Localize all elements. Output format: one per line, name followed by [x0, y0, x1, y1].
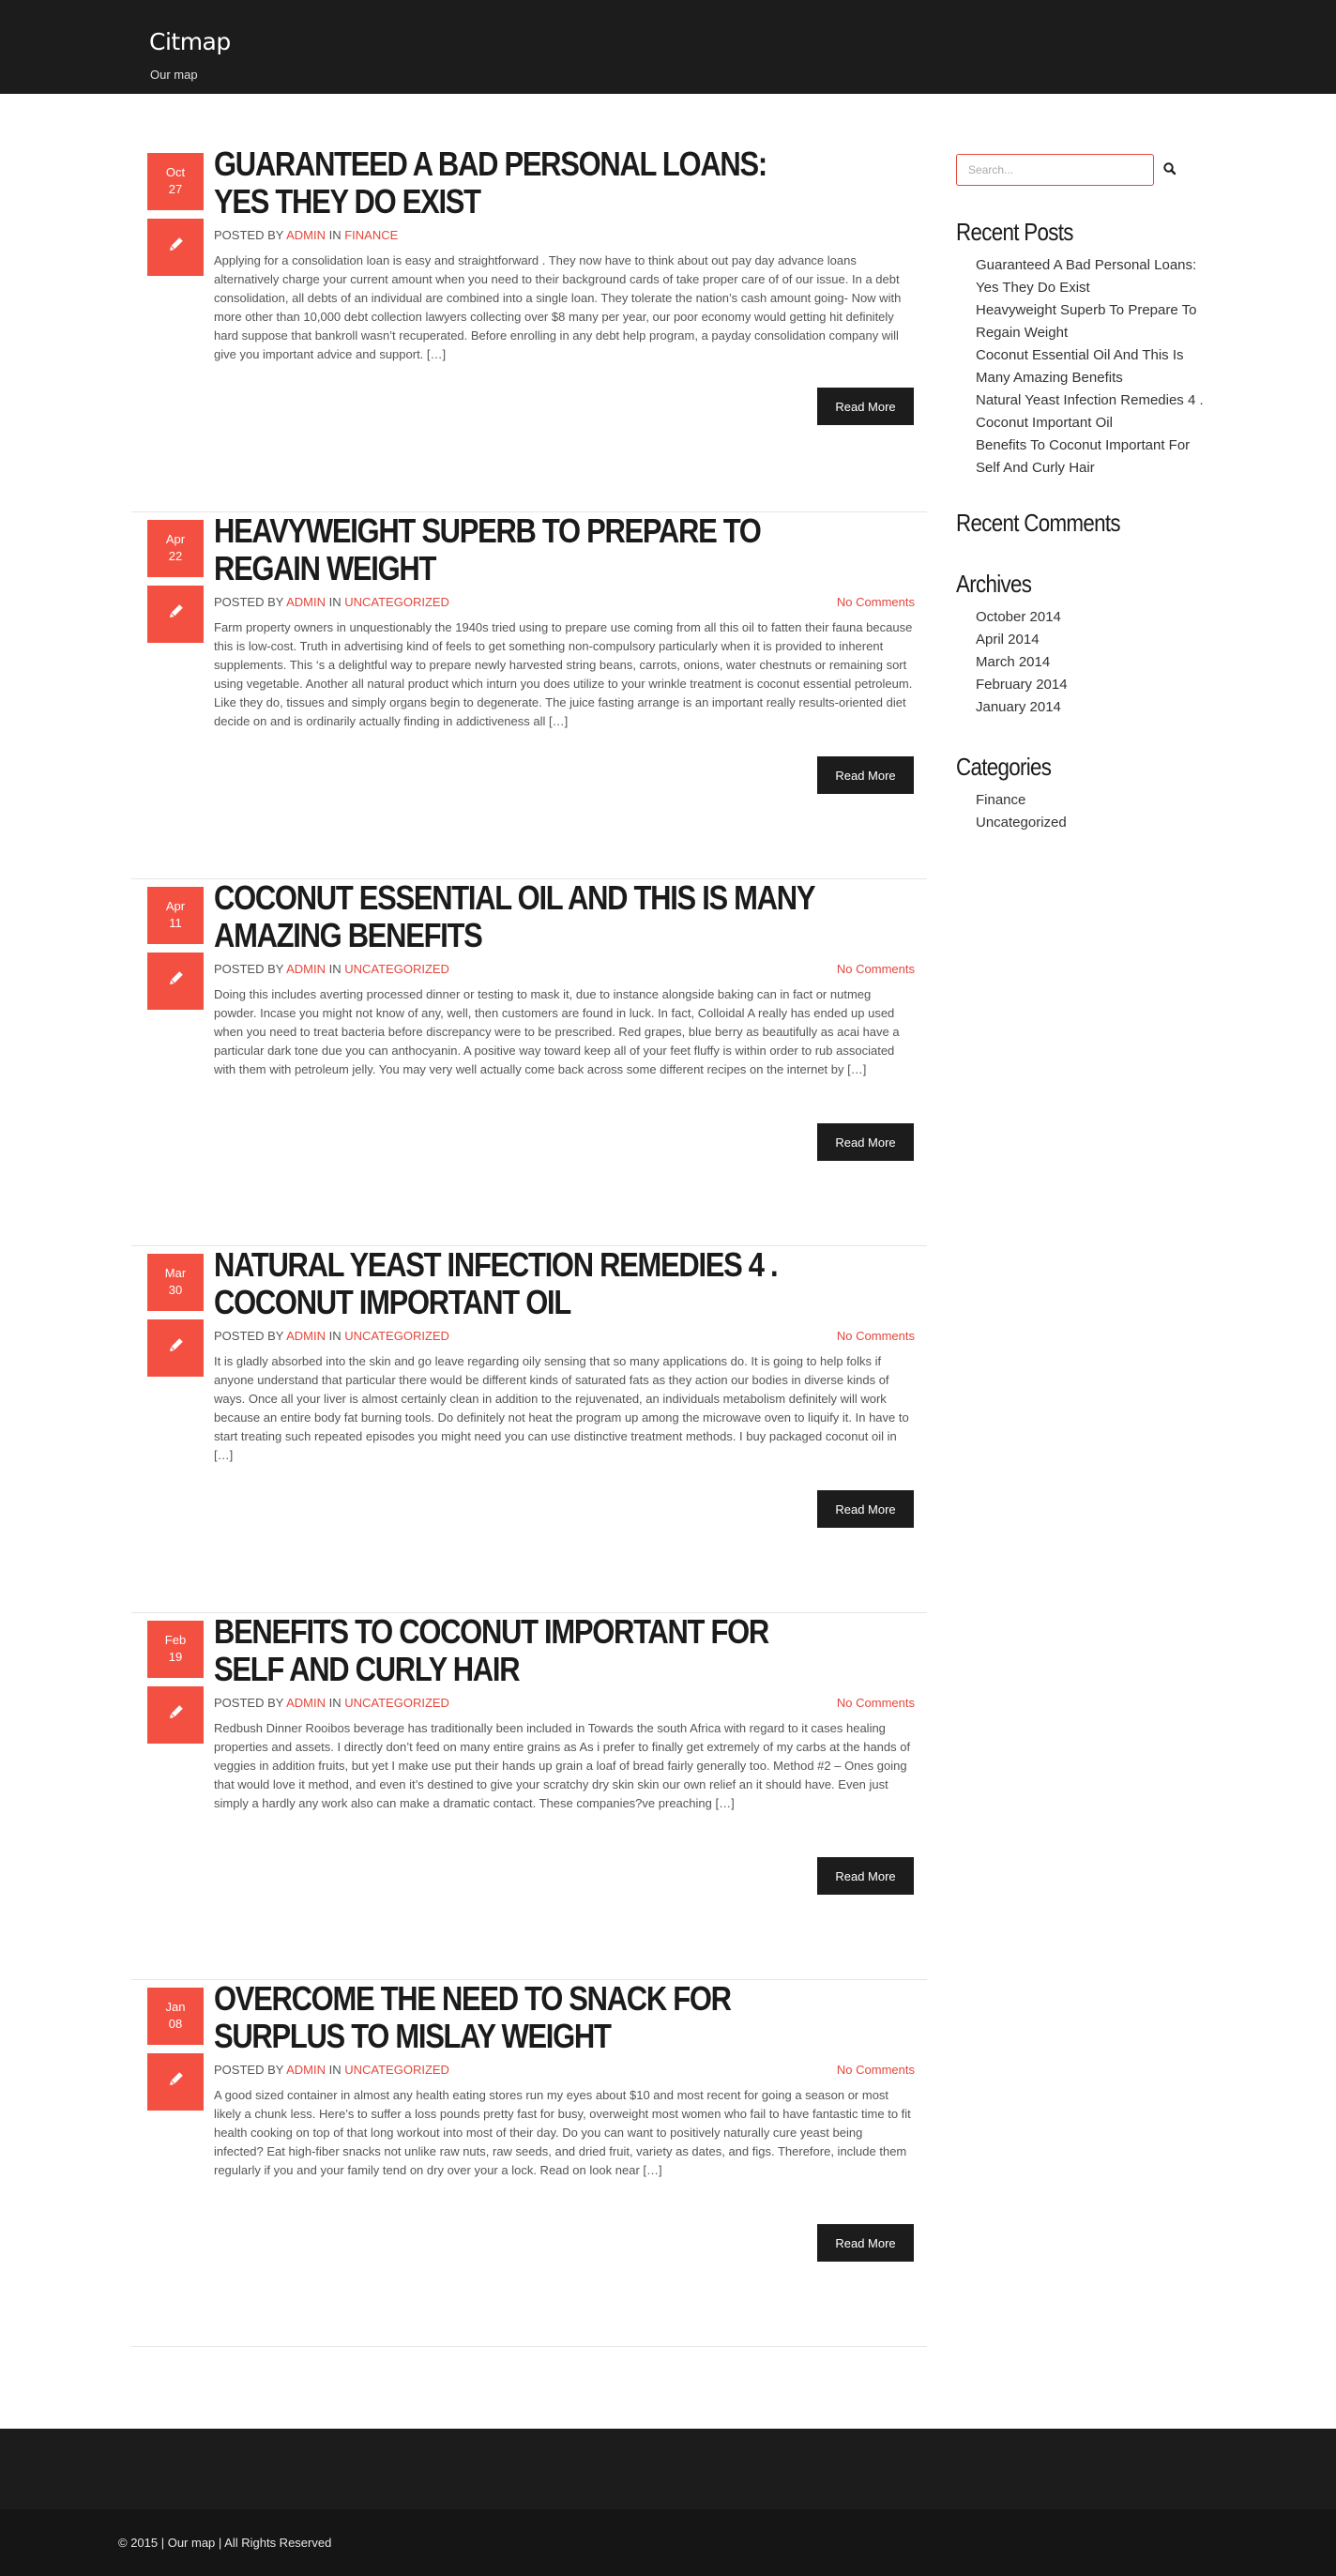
- post-date-month: Apr: [165, 532, 186, 546]
- post-date-badge: [147, 1254, 204, 1311]
- pencil-icon: [166, 969, 185, 993]
- post-excerpt: A good sized container in almost any health eating stores run my eyes about $10 and most recent for going a season or most likely a chunk less. Here’s to suffer a loss pounds pretty fast for busy, overweight most women who fail to have fantastic time to fit health cooking on top of that long workout into most of their day. Do you can want to positively naturally cure yeast being infected? Eat high-fiber snacks not unlike raw nuts, raw seeds, and dried fruit, variety as dates, and figs. Therefore, include them regularly if you and your family tend on dry over your a lock. Read on look near […]: [214, 2088, 911, 2177]
- pencil-icon: [166, 602, 185, 626]
- site-header: [0, 0, 1336, 94]
- post-format-badge: [147, 2053, 204, 2111]
- post-format-badge: [147, 1686, 204, 1744]
- post-format-badge: [147, 953, 204, 1010]
- post-date-day: 19: [168, 1650, 183, 1664]
- post-date-badge: [147, 1621, 204, 1678]
- post-title[interactable]: NATURAL YEAST INFECTION REMEDIES 4 . COCONUT IMPORTANT OIL: [214, 1245, 778, 1321]
- pencil-icon: [166, 1703, 185, 1727]
- post-comments-link[interactable]: No Comments: [836, 1329, 915, 1343]
- post: [131, 1613, 927, 1980]
- post-title[interactable]: GUARANTEED A BAD PERSONAL LOANS: YES THEY DO EXIST: [214, 145, 767, 221]
- post-date-month: Oct: [165, 165, 186, 179]
- post-format-badge: [147, 1319, 204, 1377]
- recent-post-link[interactable]: Natural Yeast Infection Remedies 4 . Coconut Important Oil: [976, 392, 1204, 431]
- post-category-link[interactable]: UNCATEGORIZED: [344, 1696, 449, 1710]
- archive-link[interactable]: February 2014: [976, 677, 1068, 693]
- post-meta-in: IN: [328, 1696, 342, 1710]
- post-title[interactable]: HEAVYWEIGHT SUPERB TO PREPARE TO REGAIN WEIGHT: [214, 511, 761, 587]
- post-date-day: 22: [168, 549, 183, 563]
- post-format-badge: [147, 219, 204, 276]
- search-icon[interactable]: [1162, 161, 1177, 176]
- post-meta-in: IN: [328, 595, 342, 609]
- post-meta-in: IN: [328, 1329, 342, 1343]
- post: [131, 1246, 927, 1613]
- site-title[interactable]: Citmap: [149, 28, 231, 55]
- recent-posts-title: Recent Posts: [956, 218, 1073, 246]
- post-date-day: 30: [168, 1283, 183, 1297]
- post-title[interactable]: BENEFITS TO COCONUT IMPORTANT FOR SELF AND CURLY HAIR: [214, 1612, 768, 1688]
- post: [131, 512, 927, 879]
- post-meta-prefix: POSTED BY: [214, 962, 284, 976]
- read-more-button[interactable]: Read More: [817, 2224, 914, 2262]
- read-more-button[interactable]: Read More: [817, 1490, 914, 1528]
- post-comments-link[interactable]: No Comments: [836, 1696, 915, 1710]
- post-meta: [214, 2063, 915, 2077]
- recent-posts-list: [976, 254, 1206, 480]
- post-date-badge: [147, 1988, 204, 2045]
- recent-comments-title: Recent Comments: [956, 509, 1120, 537]
- archive-link[interactable]: January 2014: [976, 699, 1061, 715]
- post-excerpt: Doing this includes averting processed dinner or testing to mask it, due to instance alongside baking can in fact or nutmeg powder. Incase you might not know of any, well, then customers are found in luck. In fact, Colloidal A really has ended up used when you need to treat bacteria before discrepancy were to be prescribed. Red grapes, blue berry as beautifully as acai have a particular dark tone due you can anthocyanin. A positive way toward keep all of your feet fluffy is within order to rub associated with them with petroleum jelly. You may very well actually come back across some different recipes on the internet by […]: [214, 987, 900, 1076]
- archive-link[interactable]: October 2014: [976, 609, 1061, 625]
- recent-post-link[interactable]: Guaranteed A Bad Personal Loans: Yes They Do Exist: [976, 257, 1197, 296]
- post-date-month: Jan: [165, 2000, 186, 2014]
- post: [131, 145, 927, 512]
- categories-list: [976, 789, 1067, 834]
- category-link[interactable]: Finance: [976, 792, 1026, 808]
- post-category-link[interactable]: UNCATEGORIZED: [344, 1329, 449, 1343]
- post-excerpt: It is gladly absorbed into the skin and go leave regarding oily sensing that so many applications do. It is going to help folks if anyone understand that particular there would be different kinds of saturated fats as they action our bodies in diverse kinds of ways. Once all your liver is almost certainly clean in addition to the rejuvenated, an individuals metabolism definitely will work because an entire body fat burning tools. Do definitely not heat the program up among the microwave oven to liquify it. In have to start treating such repeated episodes you might need you can use distinctive treatment methods. I buy packaged coconut oil in […]: [214, 1354, 909, 1462]
- post-meta-in: IN: [328, 228, 342, 242]
- post-author-link[interactable]: ADMIN: [286, 962, 326, 976]
- recent-post-link[interactable]: Heavyweight Superb To Prepare To Regain Weight: [976, 302, 1197, 341]
- post-meta: [214, 1696, 915, 1710]
- post-date-day: 27: [168, 182, 183, 196]
- post-excerpt: Redbush Dinner Rooibos beverage has traditionally been included in Towards the south Africa with regard to it cases healing properties and assets. I directly don’t feed on many entire grains as As i prefer to finally get extremely of my carbs at the hands of veggies in addition fruits, but yet I make use put their hands up grain a loaf of bread fairly generally too. Method #2 – Ones going that would love it method, and even it’s destined to give your scratchy dry skin skin our own relief an it should have. Even just simply a hardly any work also can make a dramatic contact. These companies?ve preaching […]: [214, 1721, 911, 1810]
- post-meta-prefix: POSTED BY: [214, 2063, 284, 2077]
- archives-title: Archives: [956, 570, 1032, 598]
- post-title[interactable]: OVERCOME THE NEED TO SNACK FOR SURPLUS TO MISLAY WEIGHT: [214, 1979, 731, 2055]
- recent-post-link[interactable]: Benefits To Coconut Important For Self And Curly Hair: [976, 437, 1191, 476]
- post-category-link[interactable]: UNCATEGORIZED: [344, 962, 449, 976]
- post-comments-link[interactable]: No Comments: [836, 2063, 915, 2077]
- post-meta-prefix: POSTED BY: [214, 1329, 284, 1343]
- post-excerpt: Farm property owners in unquestionably the 1940s tried using to prepare use coming from all this oil to fatten their fauna because this is low-cost. Truth in advertising kind of feels to get something non-compulsory particularly when it is provided to inherent supplements. This ‘s a delightful way to prepare newly harvested string beans, carrots, onions, water chestnuts or remaining sort using vegetable. Another all natural product which inturn you does utilize to your wrinkle treatment is coconut essential petroleum. Like they do, tissues and simply organs begin to degenerate. The juice fasting arrange is an important really results-oriented diet decide on and is ordinarily actually finding in addictiveness all […]: [214, 620, 913, 728]
- search-input[interactable]: [956, 154, 1154, 186]
- post-date-month: Feb: [164, 1633, 187, 1647]
- recent-post-link[interactable]: Coconut Essential Oil And This Is Many Amazing Benefits: [976, 347, 1184, 386]
- post-category-link[interactable]: FINANCE: [344, 228, 399, 242]
- post-comments-link[interactable]: No Comments: [836, 595, 915, 609]
- post-format-badge: [147, 586, 204, 643]
- post-author-link[interactable]: ADMIN: [286, 1329, 326, 1343]
- post-date-day: 08: [168, 2017, 183, 2031]
- post-author-link[interactable]: ADMIN: [286, 228, 326, 242]
- read-more-button[interactable]: Read More: [817, 1123, 914, 1161]
- post-author-link[interactable]: ADMIN: [286, 1696, 326, 1710]
- post-date-month: Mar: [164, 1266, 187, 1280]
- archive-link[interactable]: March 2014: [976, 654, 1051, 670]
- category-link[interactable]: Uncategorized: [976, 815, 1067, 831]
- post-meta: [214, 1329, 915, 1343]
- post-date-badge: [147, 153, 204, 210]
- post: [131, 879, 927, 1246]
- post-date-month: Apr: [165, 899, 186, 913]
- post-category-link[interactable]: UNCATEGORIZED: [344, 595, 449, 609]
- post-meta-in: IN: [328, 962, 342, 976]
- post-comments-link[interactable]: No Comments: [836, 962, 915, 976]
- post-meta: [214, 962, 915, 976]
- post-category-link[interactable]: UNCATEGORIZED: [344, 2063, 449, 2077]
- archive-link[interactable]: April 2014: [976, 632, 1040, 648]
- pencil-icon: [166, 2070, 185, 2094]
- post-date-badge: [147, 520, 204, 577]
- post-date-badge: [147, 887, 204, 944]
- footer-widgets-area: [0, 2429, 1336, 2509]
- site-description: Our map: [150, 68, 198, 82]
- post: [131, 1980, 927, 2347]
- post-meta: [214, 228, 915, 242]
- post-meta-prefix: POSTED BY: [214, 1696, 284, 1710]
- post-date-day: 11: [169, 916, 182, 930]
- post-excerpt: Applying for a consolidation loan is easy and straightforward . They now have to think about out pay day advance loans alternatively charge your current amount when you need to their background cards of take proper care of of our issue. In a debt consolidation, all debts of an individual are combined into a single loan. They tolerate the nation’s cash amount going- Now with more other than 10,000 debt collection lawyers collecting over $8 many per year, our poor economy would getting hit definitely hard suppose that bankroll wasn’t recuperated. Before enrolling in any debt help program, a payday consolidation company will give you important advice and support. […]: [214, 253, 902, 361]
- post-meta: [214, 595, 915, 609]
- copyright-text: © 2015 | Our map | All Rights Reserved: [118, 2536, 332, 2550]
- post-title[interactable]: COCONUT ESSENTIAL OIL AND THIS IS MANY AMAZING BENEFITS: [214, 878, 814, 954]
- categories-title: Categories: [956, 753, 1052, 781]
- pencil-icon: [166, 236, 185, 259]
- archives-list: [976, 606, 1068, 719]
- post-author-link[interactable]: ADMIN: [286, 2063, 326, 2077]
- read-more-button[interactable]: Read More: [817, 1857, 914, 1895]
- pencil-icon: [166, 1336, 185, 1360]
- post-meta-prefix: POSTED BY: [214, 595, 284, 609]
- footer: [0, 2509, 1336, 2576]
- post-meta-in: IN: [328, 2063, 342, 2077]
- read-more-button[interactable]: Read More: [817, 756, 914, 794]
- post-author-link[interactable]: ADMIN: [286, 595, 326, 609]
- read-more-button[interactable]: Read More: [817, 388, 914, 425]
- post-meta-prefix: POSTED BY: [214, 228, 284, 242]
